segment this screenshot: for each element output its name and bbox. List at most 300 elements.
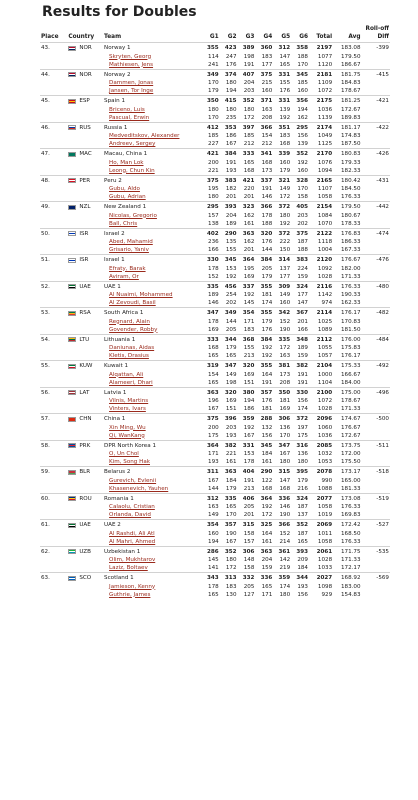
player-name-link[interactable]: Vinters, Ivars	[109, 406, 146, 412]
team-place: 55.	[40, 361, 67, 371]
player-row	[40, 530, 390, 538]
col-diff: Diff	[377, 34, 389, 40]
player-game-score: 184	[261, 451, 273, 457]
player-name-link[interactable]: Gurevich, Evlenii	[109, 477, 157, 484]
team-row	[40, 467, 390, 477]
player-avg: 182.00	[340, 265, 361, 272]
team-game-score: 339	[273, 149, 291, 159]
player-game-score: 160	[297, 88, 308, 94]
player-game-score: 176	[261, 239, 273, 245]
player-row	[40, 424, 390, 432]
player-game-score: 213	[243, 485, 255, 492]
col-rolloff-diff	[362, 25, 390, 43]
player-game-score: 149	[279, 186, 291, 192]
player-avg: 181.33	[340, 485, 361, 492]
player-game-score: 162	[297, 114, 308, 121]
team-name: UAE 2	[103, 520, 202, 530]
header-row	[40, 25, 390, 43]
player-avg: 186.33	[340, 239, 361, 245]
player-name-link[interactable]: Grisario, Yaniv	[109, 247, 149, 253]
player-game-score: 172	[243, 114, 255, 121]
player-game-score: 169	[225, 398, 237, 404]
team-diff: -519	[362, 493, 390, 503]
player-game-score: 216	[297, 485, 308, 492]
team-game-score: 356	[291, 96, 309, 106]
player-name-link[interactable]: Daniunas, Aidas	[109, 345, 155, 351]
player-avg: 186.67	[340, 61, 361, 68]
player-game-score: 191	[243, 477, 255, 484]
player-game-score: 201	[225, 194, 237, 200]
player-avg: 154.83	[340, 591, 361, 598]
team-name: Norway 2	[103, 69, 202, 79]
team-game-score: 361	[273, 546, 291, 556]
team-game-score: 344	[291, 573, 309, 583]
team-row	[40, 493, 390, 503]
player-name-link[interactable]: Vilnis, Martins	[109, 398, 149, 404]
player-total: 1084	[317, 212, 333, 219]
team-name: DPR North Korea 1	[103, 440, 202, 450]
player-game-score: 180	[225, 557, 237, 563]
player-game-score: 138	[208, 220, 219, 227]
team-game-score: 354	[202, 520, 220, 530]
team-game-score: 364	[202, 440, 220, 450]
team-game-score: 319	[202, 361, 220, 371]
player-game-score: 201	[243, 194, 255, 200]
player-game-score: 149	[225, 371, 237, 378]
team-game-score: 341	[255, 149, 273, 159]
team-avg: 176.67	[333, 255, 361, 265]
player-game-score: 166	[208, 247, 219, 253]
player-name-link[interactable]: Aviram, Or	[109, 273, 139, 280]
player-avg: 189.83	[340, 114, 361, 121]
player-row	[40, 591, 390, 599]
player-total: 1032	[317, 451, 333, 457]
player-game-score: 196	[208, 398, 219, 404]
team-game-score: 331	[273, 96, 291, 106]
team-place: 50.	[40, 228, 67, 238]
country-flag-icon	[68, 523, 76, 528]
player-game-score: 200	[208, 424, 219, 431]
player-name-link[interactable]: Skryten, Georg	[109, 53, 152, 60]
player-name-link[interactable]: Olim, Mukhtarov	[109, 557, 156, 563]
player-game-score: 203	[225, 424, 237, 431]
player-name-link[interactable]: Gubu, Aldo	[109, 186, 140, 192]
player-game-score: 135	[225, 239, 237, 245]
team-row	[40, 440, 390, 450]
player-name-link[interactable]: Alqattan, Ali	[109, 371, 144, 378]
player-game-score: 160	[208, 530, 219, 537]
player-game-score: 195	[208, 186, 219, 192]
player-name-link[interactable]: Abed, Mahamid	[109, 239, 153, 245]
player-game-score: 208	[279, 379, 291, 386]
team-avg: 176.83	[333, 228, 361, 238]
player-total: 1139	[317, 114, 333, 121]
team-game-score: 372	[291, 414, 309, 424]
player-game-score: 190	[279, 326, 291, 333]
team-name: Scotland 1	[103, 573, 202, 583]
player-name-link[interactable]: Alameeri, Dhari	[109, 379, 153, 386]
team-game-score: 331	[273, 69, 291, 79]
team-game-score: 402	[202, 228, 220, 238]
player-avg: 169.83	[340, 512, 361, 518]
player-avg: 166.67	[340, 371, 361, 378]
player-game-score: 180	[279, 212, 291, 219]
player-avg: 179.50	[340, 53, 361, 60]
country-code: LTU	[79, 336, 90, 343]
player-avg: 172.00	[340, 451, 361, 457]
team-total: 2114	[309, 308, 333, 318]
player-avg: 184.00	[340, 379, 361, 386]
team-total: 2112	[309, 334, 333, 344]
col-team: Team	[104, 34, 122, 40]
team-country	[67, 255, 103, 265]
player-total: 1072	[317, 398, 333, 404]
team-game-score: 290	[220, 228, 238, 238]
team-game-score: 384	[220, 149, 238, 159]
player-game-score: 182	[225, 186, 237, 192]
player-game-score: 208	[261, 114, 273, 121]
team-place: 46.	[40, 122, 67, 132]
player-game-score: 190	[225, 530, 237, 537]
team-diff: -500	[362, 414, 390, 424]
player-row	[40, 299, 390, 308]
player-total: 1011	[317, 530, 333, 537]
team-avg: 176.17	[333, 308, 361, 318]
team-game-score: 336	[255, 573, 273, 583]
player-game-score: 178	[208, 318, 219, 325]
team-game-score: 349	[220, 308, 238, 318]
team-country	[67, 96, 103, 106]
player-game-score: 136	[279, 424, 291, 431]
team-game-score: 389	[238, 43, 256, 53]
player-avg: 184.50	[340, 186, 361, 192]
team-diff: -480	[362, 281, 390, 291]
player-name-link[interactable]: Al Mahri, Ahmed	[109, 538, 156, 545]
team-game-score: 347	[220, 361, 238, 371]
player-game-score: 179	[279, 167, 291, 174]
team-country	[67, 122, 103, 132]
team-name: Lithuania 1	[103, 334, 202, 344]
player-game-score: 163	[208, 504, 219, 510]
team-game-score: 315	[273, 467, 291, 477]
team-game-score: 333	[238, 149, 256, 159]
player-game-score: 163	[279, 353, 291, 359]
team-game-score: 352	[291, 149, 309, 159]
player-game-score: 201	[243, 247, 255, 253]
country-flag-icon	[68, 99, 76, 104]
player-game-score: 192	[243, 292, 255, 298]
team-country	[67, 361, 103, 371]
player-game-score: 171	[261, 591, 273, 598]
player-name-link[interactable]: Qi, WanKang	[109, 432, 145, 439]
player-total: 1058	[317, 504, 333, 510]
team-game-score: 336	[273, 493, 291, 503]
team-name: South Africa 1	[103, 308, 202, 318]
player-name-link[interactable]: Jamieson, Kenny	[109, 583, 156, 590]
player-game-score: 144	[208, 485, 219, 492]
team-game-score: 306	[238, 546, 256, 556]
team-game-score: 412	[202, 122, 220, 132]
player-game-score: 176	[225, 61, 237, 68]
team-country	[67, 308, 103, 318]
player-game-score: 161	[261, 538, 273, 545]
player-game-score: 178	[243, 459, 255, 465]
player-game-score: 169	[279, 406, 291, 412]
team-total: 2078	[309, 467, 333, 477]
player-name-link[interactable]: Ball, Chris	[109, 220, 138, 227]
player-game-score: 155	[243, 345, 255, 351]
player-game-score: 200	[208, 159, 219, 166]
team-place: 51.	[40, 255, 67, 265]
team-name: Israel 2	[103, 228, 202, 238]
player-game-score: 192	[261, 504, 273, 510]
team-game-score: 374	[220, 69, 238, 79]
team-game-score: 330	[291, 387, 309, 397]
team-total: 2104	[309, 361, 333, 371]
player-row	[40, 246, 390, 255]
team-diff: -482	[362, 308, 390, 318]
team-place: 45.	[40, 96, 67, 106]
player-avg: 176.17	[340, 353, 361, 359]
player-name-link[interactable]: Pascual, Erwin	[109, 114, 150, 121]
team-avg: 175.33	[333, 361, 361, 371]
player-name-link[interactable]: Efraty, Barak	[109, 265, 146, 272]
player-total: 1125	[317, 141, 333, 147]
player-game-score: 184	[225, 477, 237, 484]
player-game-score: 170	[208, 80, 219, 86]
team-game-score: 352	[291, 520, 309, 530]
team-game-score: 311	[202, 467, 220, 477]
player-game-score: 189	[225, 220, 237, 227]
player-game-score: 161	[225, 459, 237, 465]
player-game-score: 146	[279, 504, 291, 510]
player-game-score: 136	[297, 451, 308, 457]
country-code: ISR	[79, 257, 89, 263]
country-flag-icon	[68, 576, 76, 581]
player-game-score: 180	[225, 80, 237, 86]
player-game-score: 221	[225, 451, 237, 457]
team-game-score: 358	[291, 43, 309, 53]
team-country	[67, 387, 103, 397]
player-avg: 174.83	[340, 133, 361, 139]
player-game-score: 155	[279, 80, 291, 86]
player-game-score: 204	[261, 557, 273, 563]
team-game-score: 381	[273, 361, 291, 371]
player-game-score: 160	[261, 88, 273, 94]
country-code: UAE	[79, 283, 91, 290]
player-game-score: 235	[225, 114, 237, 121]
player-name-link[interactable]: Orlanda, David	[109, 512, 151, 518]
player-name-link[interactable]: Govender, Robby	[109, 326, 158, 333]
player-row	[40, 185, 390, 193]
country-flag-icon	[68, 284, 76, 289]
player-game-score: 192	[261, 353, 273, 359]
team-game-score: 360	[255, 43, 273, 53]
team-game-score: 397	[238, 122, 256, 132]
team-game-score: 345	[220, 255, 238, 265]
player-game-score: 171	[243, 318, 255, 325]
team-avg: 181.17	[333, 122, 361, 132]
team-game-score: 349	[202, 69, 220, 79]
player-row	[40, 556, 390, 564]
team-place: 56.	[40, 387, 67, 397]
team-diff: -474	[362, 228, 390, 238]
player-game-score: 212	[261, 141, 273, 147]
team-row	[40, 255, 390, 265]
player-game-score: 213	[243, 353, 255, 359]
player-game-score: 178	[261, 212, 273, 219]
player-name-link[interactable]: Calaolu, Cristian	[109, 504, 155, 510]
player-name-link[interactable]: Jansen, Tor Inge	[109, 88, 154, 94]
player-game-score: 145	[208, 557, 219, 563]
player-game-score: 168	[279, 485, 291, 492]
player-game-score: 142	[279, 557, 291, 563]
team-game-score: 421	[202, 149, 220, 159]
player-name-link[interactable]: Briceno, Luis	[109, 106, 145, 113]
team-row	[40, 361, 390, 371]
player-avg: 190.33	[340, 292, 361, 298]
player-total: 1060	[317, 424, 333, 431]
team-game-score: 407	[238, 69, 256, 79]
team-name: Spain 1	[103, 96, 202, 106]
player-name-link[interactable]: Xin Ming, Wu	[109, 424, 146, 431]
player-game-score: 173	[279, 371, 291, 378]
team-diff: -476	[362, 255, 390, 265]
player-name-link[interactable]: Al Rashdi, Ali Atl	[109, 530, 155, 537]
player-game-score: 132	[261, 424, 273, 431]
team-game-score: 355	[255, 281, 273, 291]
team-total: 2174	[309, 122, 333, 132]
player-game-score: 114	[208, 53, 219, 60]
player-game-score: 222	[279, 239, 291, 245]
player-game-score: 170	[208, 114, 219, 121]
team-game-score: 366	[255, 202, 273, 212]
player-name-link[interactable]: Gubu, Adrian	[109, 194, 146, 200]
player-total: 1094	[317, 167, 333, 174]
player-game-score: 158	[297, 194, 308, 200]
team-total: 2061	[309, 546, 333, 556]
team-game-score: 368	[238, 334, 256, 344]
player-game-score: 156	[297, 398, 308, 404]
player-name-link[interactable]: Khasenevich, Yauhen	[109, 485, 169, 492]
team-game-score: 375	[255, 69, 273, 79]
team-game-score: 423	[220, 43, 238, 53]
player-game-score: 180	[279, 459, 291, 465]
player-game-score: 205	[243, 583, 255, 590]
player-row	[40, 140, 390, 149]
player-game-score: 204	[225, 212, 237, 219]
team-avg: 173.75	[333, 440, 361, 450]
team-total: 2069	[309, 520, 333, 530]
player-name-link[interactable]: Dammen, Jonas	[109, 80, 154, 86]
player-game-score: 139	[279, 106, 291, 113]
player-game-score: 191	[261, 379, 273, 386]
country-code: ISR	[79, 230, 89, 237]
player-row	[40, 485, 390, 494]
country-flag-icon	[68, 496, 76, 501]
player-game-score: 183	[279, 133, 291, 139]
player-game-score: 187	[297, 239, 308, 245]
player-game-score: 191	[297, 379, 308, 386]
player-game-score: 165	[243, 159, 255, 166]
team-diff: -442	[362, 202, 390, 212]
player-name-link[interactable]: Leong, Chun Kin	[109, 167, 155, 174]
team-place: 58.	[40, 440, 67, 450]
player-game-score: 141	[208, 565, 219, 571]
player-name-link[interactable]: Laziz, Boltaev	[109, 565, 148, 571]
player-name-link[interactable]: Andreev, Sergey	[109, 141, 156, 147]
player-game-score: 154	[208, 371, 219, 378]
player-name-link[interactable]: Guthrie, James	[109, 591, 151, 598]
player-name-link[interactable]: Al Nuaimi, Mohammed	[109, 292, 173, 298]
player-name-link[interactable]: Nicolas, Gregorio	[109, 212, 157, 219]
country-code: NOR	[79, 71, 92, 78]
team-game-score: 337	[238, 281, 256, 291]
team-total: 2085	[309, 440, 333, 450]
team-game-score: 324	[291, 281, 309, 291]
team-place: 61.	[40, 520, 67, 530]
player-name-link[interactable]: Al Zevoudi, Basil	[109, 300, 156, 306]
team-game-score: 375	[202, 414, 220, 424]
team-row	[40, 308, 390, 318]
player-total: 1055	[317, 345, 333, 351]
country-flag-icon	[68, 470, 76, 475]
player-total: 1109	[317, 80, 333, 86]
player-total: 1033	[317, 565, 333, 571]
player-game-score: 172	[279, 345, 291, 351]
player-game-score: 180	[243, 106, 255, 113]
player-name-link[interactable]: Medveditskov, Alexander	[109, 133, 180, 139]
team-avg: 180.42	[333, 175, 361, 185]
player-avg: 178.67	[340, 88, 361, 94]
team-row	[40, 334, 390, 344]
player-name-link[interactable]: Regnard, Alain	[109, 318, 150, 325]
player-total: 1058	[317, 538, 333, 545]
player-name-link[interactable]: O, Un Chol	[109, 451, 139, 457]
team-game-score: 383	[220, 175, 238, 185]
col-g6: G6	[299, 34, 308, 40]
player-name-link[interactable]: Kletis, Drasius	[109, 353, 149, 359]
team-place: 44.	[40, 69, 67, 79]
player-name-link[interactable]: Mathiesen, Jens	[109, 61, 154, 68]
player-row	[40, 61, 390, 70]
player-avg: 182.33	[340, 167, 361, 174]
team-game-score: 347	[202, 308, 220, 318]
team-avg: 175.00	[333, 387, 361, 397]
team-country	[67, 202, 103, 212]
team-country	[67, 467, 103, 477]
team-avg: 181.75	[333, 69, 361, 79]
country-code: SCO	[79, 575, 92, 581]
team-game-score: 383	[291, 255, 309, 265]
player-name-link[interactable]: Ho, Man Lok	[109, 159, 144, 166]
team-name: Kuwait 1	[103, 361, 202, 371]
team-game-score: 355	[202, 43, 220, 53]
player-name-link[interactable]: Kim, Song Hak	[109, 459, 150, 465]
team-place: 57.	[40, 414, 67, 424]
player-game-score: 186	[243, 406, 255, 412]
team-game-score: 380	[238, 387, 256, 397]
country-code: ROU	[79, 495, 92, 502]
player-game-score: 236	[208, 239, 219, 245]
team-place: 62.	[40, 546, 67, 556]
player-game-score: 192	[279, 114, 291, 121]
player-row	[40, 167, 390, 176]
team-total: 2197	[309, 43, 333, 53]
team-name: Israel 1	[103, 255, 202, 265]
team-name: Romania 1	[103, 493, 202, 503]
player-total: 974	[321, 300, 333, 306]
